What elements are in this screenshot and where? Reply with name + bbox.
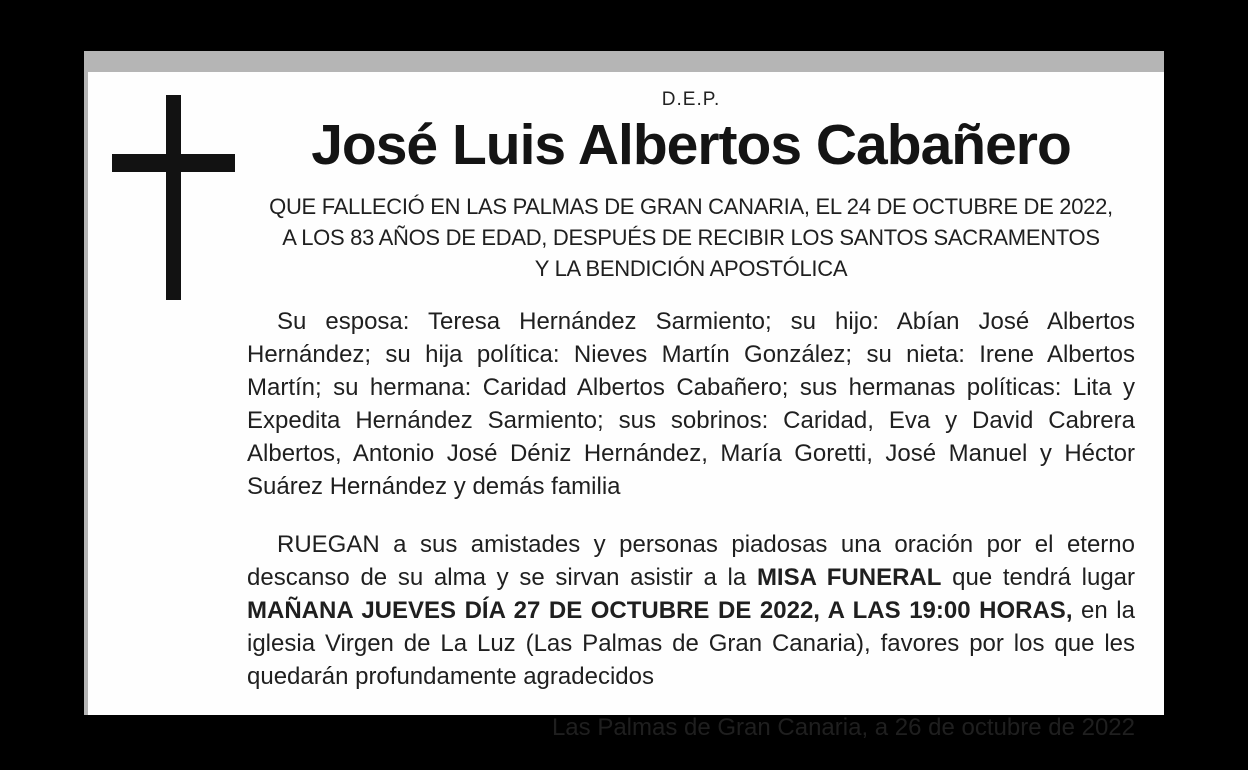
obituary-content xyxy=(247,72,1135,742)
family-paragraph: Su esposa: Teresa Hernández Sarmiento; su hijo: Abían José Albertos Hernández; su hija política: Nieves Martín González; su nieta: Irene Albertos Martín; su hermana: Caridad Albertos Cabañero; sus hermanas políticas: Lita y Expedita Hernández Sarmiento; sus sobrinos: Caridad, Eva y David Cabrera Albertos, Antonio José Déniz Hernández, María Goretti, José Manuel y Héctor Suárez Hernández y demás familia xyxy=(247,307,1135,500)
deceased-name-title: José Luis Albertos Cabañero xyxy=(311,113,1071,177)
closing-place-date: Las Palmas de Gran Canaria, a 26 de octubre de 2022 xyxy=(551,713,1135,741)
mass-text-segment: en la iglesia Virgen de La Luz (Las Palmas de Gran Canaria), favores por los que les quedarán profundamente agradecidos xyxy=(247,596,1135,690)
cross-icon xyxy=(112,95,267,305)
death-details xyxy=(247,191,1135,284)
death-details-line: Y LA BENDICIÓN APOSTÓLICA xyxy=(534,255,848,281)
mass-funeral-bold-text: MISA FUNERAL xyxy=(756,563,942,591)
cross-horizontal-bar xyxy=(112,154,235,172)
mass-text-segment: que tendrá lugar xyxy=(941,563,1136,591)
mass-text-segment: RUEGAN a sus amistades y personas piadosas una oración por el eterno descanso de su alma y se sirvan asistir a la xyxy=(247,530,1135,591)
obituary-card xyxy=(88,72,1164,741)
death-details-line: QUE FALLECIÓ EN LAS PALMAS DE GRAN CANARIA, EL 24 DE OCTUBRE DE 2022, xyxy=(269,193,1113,219)
cross-vertical-bar xyxy=(166,95,181,300)
death-details-line: A LOS 83 AÑOS DE EDAD, DESPUÉS DE RECIBIR LOS SANTOS SACRAMENTOS xyxy=(282,224,1100,250)
funeral-mass-paragraph xyxy=(247,528,1135,693)
dep-abbreviation: D.E.P. xyxy=(661,89,721,110)
mass-datetime-bold-text: MAÑANA JUEVES DÍA 27 DE OCTUBRE DE 2022, A LAS 19:00 HORAS, xyxy=(247,596,1073,624)
